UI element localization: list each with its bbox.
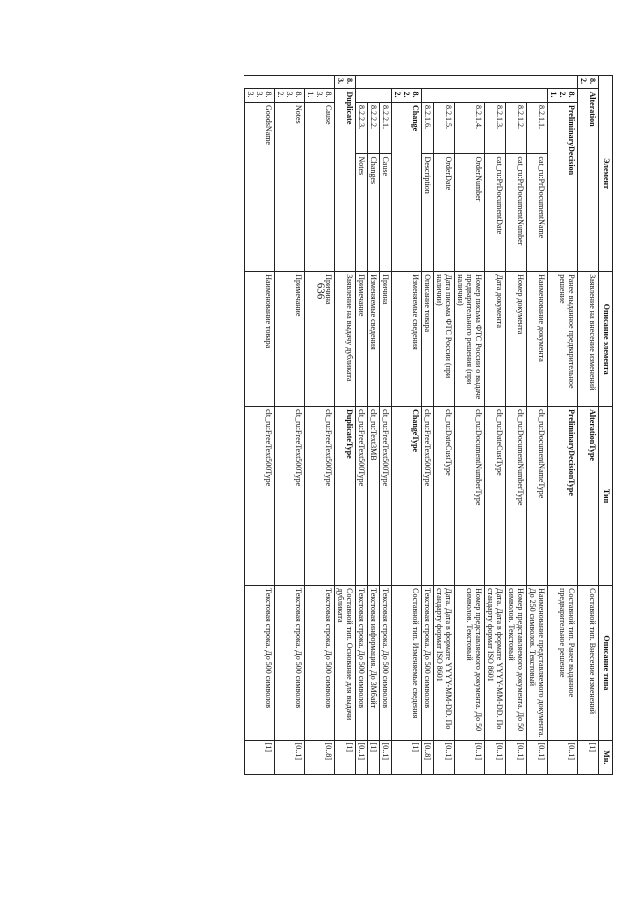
element-type: DuplicateType [335, 407, 356, 586]
element-name: Alteration [578, 89, 599, 272]
type-description: Текстовая информация. До 3Мбайт [368, 586, 380, 741]
row-number: 8.2. [578, 76, 599, 89]
table-row [506, 76, 527, 775]
table-row [335, 76, 356, 775]
multiplicity: [0..1] [455, 740, 485, 774]
row-number: 8.3. [335, 76, 356, 89]
element-type: clt_ru:DocumentNameType [527, 407, 548, 586]
multiplicity: [0..8] [305, 740, 335, 774]
table-row [305, 76, 335, 775]
element-description: Ранее выданное предварительное решение [548, 272, 578, 407]
multiplicity: [0..8] [422, 740, 434, 774]
type-description: Текстовая строка. До 500 символов [356, 586, 368, 741]
row-number: 8.3.2. [275, 89, 305, 102]
indent-cell [455, 76, 485, 89]
element-description: Изменяемые сведения [392, 272, 422, 407]
type-description: Номер представляемого документа. До 50 символов. Текстовый [506, 586, 527, 741]
schema-table [83, 75, 613, 775]
element-name: OrderDate [434, 154, 455, 272]
header-row [599, 76, 613, 775]
table-row [380, 76, 392, 775]
table-row [485, 76, 506, 775]
indent-cell [380, 89, 392, 102]
element-name: cat_ru:PrDocumentDate [485, 154, 506, 272]
element-name: Cause [380, 154, 392, 272]
multiplicity: [0..1] [356, 740, 368, 774]
indent-cell [434, 89, 455, 102]
indent-cell [422, 89, 434, 102]
element-type: clt_ru:DateCustType [434, 407, 455, 586]
element-type: clt_ru:FreeText500Type [245, 407, 275, 586]
table-row [548, 76, 578, 775]
element-description: Причина [380, 272, 392, 407]
type-description: Составной тип. Внесение изменений [578, 586, 599, 741]
table-row [434, 76, 455, 775]
type-description: Текстовая строка. До 500 символов [422, 586, 434, 741]
page-number: 636 [314, 282, 327, 300]
element-table [244, 75, 613, 775]
element-name: Duplicate [335, 89, 356, 272]
element-name: Notes [275, 102, 305, 271]
header-description: Описание элемента [599, 272, 613, 407]
multiplicity: [0..1] [380, 740, 392, 774]
header-type-description: Описание типа [599, 586, 613, 741]
element-name: OrderNumber [455, 154, 485, 272]
indent-cell [548, 76, 578, 89]
indent-cell [485, 89, 506, 102]
table-row [422, 76, 434, 775]
indent-cell [380, 76, 392, 89]
type-description: Номер представляемого документа. До 50 символов. Текстовый [455, 586, 485, 741]
element-description: Номер письма ФТС России о выдаче предварительного решения (при наличии) [455, 272, 485, 407]
element-description: Номер документа [506, 272, 527, 407]
element-description: Примечание [275, 272, 305, 407]
table-row [275, 76, 305, 775]
element-type: AlterationType [578, 407, 599, 586]
row-number: 8.2.1.4. [455, 102, 485, 154]
row-number: 8.2.2. [392, 89, 422, 102]
multiplicity: [1] [368, 740, 380, 774]
row-number: 8.2.1.5. [434, 102, 455, 154]
element-type: clt_ru:Text3MB [368, 407, 380, 586]
element-name: Changes [368, 154, 380, 272]
indent-cell [368, 89, 380, 102]
indent-cell [275, 76, 305, 89]
header-multiplicity: Мн. [599, 740, 613, 774]
type-description: Текстовая строка. До 500 символов [380, 586, 392, 741]
indent-cell [506, 76, 527, 89]
element-type: clt_ru:FreeText500Type [380, 407, 392, 586]
multiplicity: [1] [578, 740, 599, 774]
row-number: 8.3.3. [245, 89, 275, 102]
type-description: Составной тип. Ранее выданное предварительное решение [548, 586, 578, 741]
element-type: clt_ru:FreeText500Type [356, 407, 368, 586]
element-type: clt_ru:FreeText500Type [422, 407, 434, 586]
type-description: Текстовая строка. До 500 символов [245, 586, 275, 741]
element-type: clt_ru:FreeText500Type [305, 407, 335, 586]
indent-cell [305, 76, 335, 89]
indent-cell [356, 89, 368, 102]
element-description: Наименование товара [245, 272, 275, 407]
element-description: Примечание [356, 272, 368, 407]
multiplicity: [0..1] [275, 740, 305, 774]
element-name: PreliminaryDecision [548, 102, 578, 271]
type-description: Текстовая строка. До 500 символов [305, 586, 335, 741]
indent-cell [245, 76, 275, 89]
element-description: Причина [305, 272, 335, 407]
element-name: Description [422, 154, 434, 272]
table-row [527, 76, 548, 775]
table-row [356, 76, 368, 775]
table-row [368, 76, 380, 775]
indent-cell [527, 89, 548, 102]
element-name: Cause [305, 102, 335, 271]
indent-cell [506, 89, 527, 102]
indent-cell [368, 76, 380, 89]
multiplicity: [1] [245, 740, 275, 774]
indent-cell [455, 89, 485, 102]
multiplicity: [0..1] [506, 740, 527, 774]
element-description: Заявление на внесение изменений [578, 272, 599, 407]
element-type: clt_ru:DateCustType [485, 407, 506, 586]
type-description: Текстовая строка. До 500 символов [275, 586, 305, 741]
table-row [455, 76, 485, 775]
multiplicity: [1] [335, 740, 356, 774]
table-row [578, 76, 599, 775]
element-description: Дата документа [485, 272, 506, 407]
element-type: PreliminaryDecisionType [548, 407, 578, 586]
element-name: cat_ru:PrDocumentNumber [506, 154, 527, 272]
element-description: Изменяемые сведения [368, 272, 380, 407]
row-number: 8.2.1.3. [485, 102, 506, 154]
row-number: 8.2.1. [548, 89, 578, 102]
multiplicity: [1] [392, 740, 422, 774]
row-number: 8.3.1. [305, 89, 335, 102]
type-description: Наименование представляемого документа. До 250 символов. Текстовый [527, 586, 548, 741]
element-name: Change [392, 102, 422, 271]
multiplicity: [0..1] [434, 740, 455, 774]
indent-cell [392, 76, 422, 89]
element-type: clt_ru:DocumentNumberType [506, 407, 527, 586]
indent-cell [356, 76, 368, 89]
header-type: Тип [599, 407, 613, 586]
element-description: Описание товара [422, 272, 434, 407]
row-number: 8.2.1.1. [527, 102, 548, 154]
type-description: Составной тип. Основание для выдачи дубликата [335, 586, 356, 741]
element-type: clt_ru:DocumentNumberType [455, 407, 485, 586]
type-description: Составной тип. Изменяемые сведения [392, 586, 422, 741]
element-description: Заявление на выдачу дубликата [335, 272, 356, 407]
element-name: GoodsName [245, 102, 275, 271]
row-number: 8.2.2.3. [356, 102, 368, 154]
indent-cell [422, 76, 434, 89]
row-number: 8.2.2.1. [380, 102, 392, 154]
indent-cell [434, 76, 455, 89]
element-description: Наименование документа [527, 272, 548, 407]
type-description: Дата. Дата в формате YYYY-MM-DD. По стандарту формат ISO 8601 [485, 586, 506, 741]
multiplicity: [0..1] [548, 740, 578, 774]
element-type: ChangeType [392, 407, 422, 586]
header-element: Элемент [599, 76, 613, 272]
indent-cell [485, 76, 506, 89]
element-name: cat_ru:PrDocumentName [527, 154, 548, 272]
table-row [245, 76, 275, 775]
element-name: Notes [356, 154, 368, 272]
row-number: 8.2.1.2. [506, 102, 527, 154]
element-description: Дата письма ФТС России (при наличии) [434, 272, 455, 407]
indent-cell [527, 76, 548, 89]
row-number: 8.2.2.2. [368, 102, 380, 154]
row-number: 8.2.1.6. [422, 102, 434, 154]
rotated-table-container [83, 75, 613, 775]
type-description: Дата. Дата в формате YYYY-MM-DD. По стандарту формат ISO 8601 [434, 586, 455, 741]
table-row [392, 76, 422, 775]
multiplicity: [0..1] [527, 740, 548, 774]
multiplicity: [0..1] [485, 740, 506, 774]
table-body [245, 76, 599, 775]
element-type: clt_ru:FreeText500Type [275, 407, 305, 586]
